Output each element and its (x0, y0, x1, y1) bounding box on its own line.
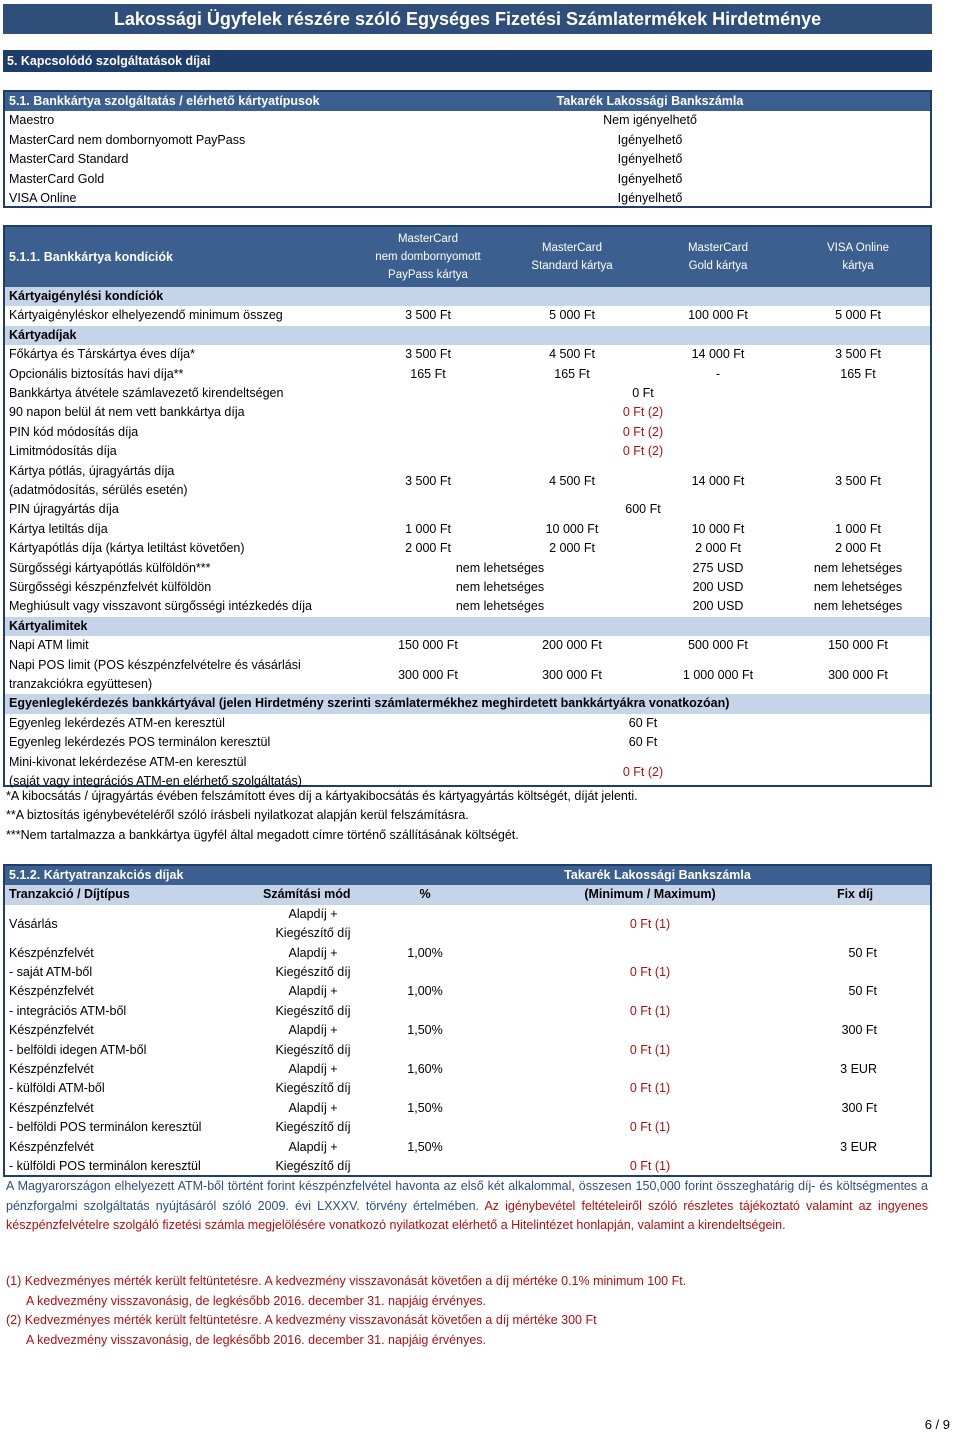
value-cell-merged: 0 Ft (2) (622, 764, 664, 779)
value-cell: 165 Ft (840, 366, 876, 381)
table-row (5, 150, 930, 169)
value-cell: 275 USD (692, 560, 744, 575)
value-cell: 4 500 Ft (549, 473, 595, 488)
transaction-name: Vásárlás (9, 916, 58, 931)
info-paragraph-part2: Az igénybevétel feltételeiről szóló részletes tájékoztató valamint az ingyenes készpénzfelvételre szolgáló fizetési számla megjelölésére vonatkozó nyilatkozat elérhető a Hitelintézet honlapján, valamint a kirendeltségein. (6, 1198, 929, 1233)
row-label: Főkártya és Társkártya éves díja* (9, 347, 195, 362)
value-cell: 1 000 Ft (405, 521, 451, 536)
table-row (5, 500, 930, 519)
calc-method-line: Kiegészítő díj (275, 1081, 351, 1096)
col-header-paypass (358, 230, 498, 284)
percent-value: 1,50% (407, 1100, 443, 1115)
table-row (5, 559, 930, 578)
info-paragraph (6, 1177, 928, 1236)
row-label-line: tranzakciókra együttesen) (9, 677, 153, 691)
percent-value: 1,50% (407, 1139, 443, 1154)
row-label: Sürgősségi kártyapótlás külföldön*** (9, 560, 211, 575)
minmax-value: 0 Ft (1) (629, 964, 671, 979)
category-label: Kártyadíjak (9, 327, 77, 342)
col-header-visa (788, 239, 928, 275)
row-label: Meghiúsult vagy visszavont sürgősségi intézkedés díja (9, 599, 312, 614)
value-cell: 200 USD (692, 599, 744, 614)
table-row (5, 733, 930, 752)
row-label (9, 656, 359, 695)
card-conditions-table (3, 225, 932, 787)
row-label-line: Napi POS limit (POS készpénzfelvételre és vásárlási (9, 657, 301, 672)
col-header-line: Standard kártya (531, 260, 613, 272)
percent-value: 1,60% (407, 1061, 443, 1076)
col-header-minmax: (Minimum / Maximum) (584, 887, 716, 902)
table-row (5, 189, 930, 208)
col-header-gold (648, 239, 788, 275)
card-type-availability: Nem igényelhető (603, 113, 697, 128)
card-type-availability: Igényelhető (617, 171, 683, 186)
calc-method-line: Kiegészítő díj (275, 965, 351, 979)
transaction-name (9, 1060, 259, 1099)
minmax-value: 0 Ft (1) (629, 1042, 671, 1057)
table-row (5, 1099, 930, 1138)
footnote-1: (1) Kedvezményes mérték került feltüntetésre. A kedvezmény visszavonását követően a díj mértéke 0.1% minimum 100 Ft. (6, 1274, 687, 1288)
fix-value: 50 Ft (848, 984, 877, 999)
value-cell: 100 000 Ft (688, 308, 748, 323)
minmax-value: 0 Ft (1) (629, 1158, 671, 1173)
table-row (5, 520, 930, 539)
transaction-name (9, 944, 259, 983)
card-conditions-title: 5.1.1. Bankkártya kondíciók (9, 250, 173, 264)
value-cell: nem lehetséges (813, 599, 903, 614)
minmax-value: 0 Ft (1) (629, 1120, 671, 1135)
calc-method-line: Kiegészítő díj (275, 1120, 351, 1135)
row-label: Limitmódosítás díja (9, 444, 117, 459)
category-row (5, 694, 930, 713)
value-cell: 10 000 Ft (691, 521, 745, 536)
table-row (5, 1060, 930, 1099)
calc-method (263, 1060, 363, 1099)
row-label: Kártya letiltás díja (9, 521, 108, 536)
calc-method (263, 1021, 363, 1060)
card-type-name: Maestro (9, 113, 55, 128)
fix-value: 3 EUR (840, 1061, 877, 1076)
calc-method-line: Kiegészítő díj (275, 926, 351, 941)
table-row (5, 982, 930, 1021)
card-type-availability: Igényelhető (617, 132, 683, 147)
category-label: Kártyaigénylési kondíciók (9, 289, 164, 303)
table-row (5, 539, 930, 558)
row-label-line: Kártya pótlás, újragyártás díja (9, 463, 175, 478)
table-row (5, 384, 930, 403)
value-cell: 200 000 Ft (542, 638, 602, 653)
card-types-header (5, 92, 930, 111)
col-header-percent: % (419, 887, 431, 902)
fix-value: 300 Ft (841, 1023, 877, 1038)
col-header-transaction: Tranzakció / Díjtípus (9, 887, 130, 902)
value-cell: 5 000 Ft (549, 308, 595, 323)
fix-value: 50 Ft (848, 945, 877, 960)
value-cell-merged: 0 Ft (2) (622, 444, 664, 459)
table-row (5, 345, 930, 364)
value-cell: 3 500 Ft (405, 473, 451, 488)
transaction-name-line: - külföldi POS terminálon keresztül (9, 1159, 201, 1173)
card-types-header-left: 5.1. Bankkártya szolgáltatás / elérhető kártyatípusok (9, 94, 320, 108)
value-cell: 165 Ft (554, 366, 590, 381)
row-label: 90 napon belül át nem vett bankkártya díja (9, 405, 245, 420)
row-label: Sürgősségi készpénzfelvét külföldön (9, 580, 212, 594)
row-label (9, 462, 359, 501)
card-type-availability: Igényelhető (617, 191, 683, 205)
col-header-line: Gold kártya (688, 260, 748, 272)
card-type-availability: Igényelhető (617, 152, 683, 167)
card-type-name: VISA Online (9, 191, 77, 205)
category-label: Kártyalimitek (9, 618, 88, 633)
value-cell-merged: 0 Ft (2) (622, 405, 664, 420)
row-label: Egyenleg lekérdezés POS terminálon keresztül (9, 735, 271, 750)
value-cell: 5 000 Ft (835, 308, 881, 323)
calc-method (263, 944, 363, 983)
table-row (5, 597, 930, 616)
percent-value: 1,50% (407, 1023, 443, 1038)
card-types-table (3, 90, 932, 208)
calc-method-line: Alapdíj + (288, 1061, 338, 1076)
page-title: Lakossági Ügyfelek részére szóló Egységes Fizetési Számlatermékek Hirdetménye (3, 4, 932, 34)
category-row (5, 287, 930, 306)
calc-method (263, 905, 363, 944)
value-cell: 1 000 Ft (835, 521, 881, 536)
row-label (9, 753, 359, 792)
value-cell: 200 USD (692, 580, 744, 594)
calc-method-line: Kiegészítő díj (275, 1042, 351, 1057)
note-line: ***Nem tartalmazza a bankkártya ügyfél által megadott címre történő szállításának költségét. (6, 828, 519, 842)
value-cell-merged: 0 Ft (632, 386, 654, 400)
transaction-name (9, 1138, 259, 1177)
row-label: Kártyaigényléskor elhelyezendő minimum összeg (9, 308, 283, 323)
table-row (5, 578, 930, 597)
row-label: Kártyapótlás díja (kártya letiltást követően) (9, 541, 245, 556)
value-cell: 300 000 Ft (398, 667, 458, 682)
transaction-name-line: - külföldi ATM-ből (9, 1081, 105, 1096)
table-row (5, 442, 930, 461)
col-header-line: MasterCard (687, 242, 749, 254)
calc-method-line: Alapdíj + (288, 906, 338, 921)
transaction-name-line: Készpénzfelvét (9, 1061, 94, 1076)
table-row (5, 111, 930, 130)
table-row (5, 306, 930, 325)
table-row (5, 714, 930, 733)
value-cell: 500 000 Ft (688, 638, 748, 653)
transaction-name-line: Készpénzfelvét (9, 1139, 94, 1154)
value-cell: 165 Ft (410, 366, 446, 381)
table-row (5, 636, 930, 655)
transaction-name-line: Készpénzfelvét (9, 984, 94, 999)
category-row (5, 617, 930, 636)
row-label-line: Mini-kivonat lekérdezése ATM-en keresztül (9, 754, 247, 769)
value-cell: 150 000 Ft (828, 638, 888, 653)
transaction-fees-header (5, 866, 930, 885)
minmax-value: 0 Ft (1) (629, 1081, 671, 1096)
transaction-fees-title: 5.1.2. Kártyatranzakciós díjak (9, 868, 184, 882)
calc-method-line: Alapdíj + (288, 1023, 338, 1038)
transaction-name (9, 1099, 259, 1138)
calc-method-line: Kiegészítő díj (275, 1159, 351, 1173)
table-row (5, 753, 930, 792)
col-header-method: Számítási mód (263, 887, 351, 902)
transaction-name-line: Készpénzfelvét (9, 1023, 94, 1038)
note-line: *A kibocsátás / újragyártás évében felszámított éves díj a kártyakibocsátás és kártyagyártás költségét, díját jelenti. (6, 789, 638, 803)
minmax-value: 0 Ft (1) (629, 916, 671, 931)
value-cell: 2 000 Ft (835, 541, 881, 556)
table-row (5, 656, 930, 695)
col-header-standard (502, 239, 642, 275)
card-type-name: MasterCard nem dombornyomott PayPass (9, 132, 246, 147)
value-cell: nem lehetséges (455, 580, 545, 594)
value-cell: 150 000 Ft (398, 638, 458, 653)
calc-method-line: Alapdíj + (288, 1100, 338, 1115)
col-header-line: VISA Online (826, 242, 889, 254)
value-cell: 3 500 Ft (835, 347, 881, 362)
calc-method (263, 982, 363, 1021)
value-cell-merged: 60 Ft (628, 735, 658, 750)
table-row (5, 365, 930, 384)
transaction-name-line: Készpénzfelvét (9, 1100, 94, 1115)
section-title: 5. Kapcsolódó szolgáltatások díjai (3, 50, 932, 72)
calc-method-line: Alapdíj + (288, 1139, 338, 1154)
row-label-line: (adatmódosítás, sérülés esetén) (9, 483, 188, 497)
note-line: **A biztosítás igénybevételéről szóló írásbeli nyilatkozat alapján kerül felszámításra. (6, 808, 469, 822)
value-cell: nem lehetséges (455, 560, 545, 575)
calc-method-line: Kiegészítő díj (275, 1003, 351, 1018)
value-cell: 10 000 Ft (545, 521, 599, 536)
col-header-fix: Fix díj (836, 887, 874, 902)
table-row (5, 170, 930, 189)
transaction-name (9, 1021, 259, 1060)
value-cell-merged: 60 Ft (628, 715, 658, 730)
row-label: Egyenleg lekérdezés ATM-en keresztül (9, 715, 225, 730)
value-cell: 3 500 Ft (405, 347, 451, 362)
card-conditions-header (5, 227, 930, 287)
card-type-name: MasterCard Gold (9, 171, 105, 186)
value-cell: 2 000 Ft (549, 541, 595, 556)
footnote-2-validity: A kedvezmény visszavonásig, de legkésőbb 2016. december 31. napjáig érvényes. (26, 1333, 487, 1347)
info-paragraph-part1: A Magyarországon elhelyezett ATM-ből történt forint készpénzfelvétel havonta az első két alkalommal, összesen 150,000 forint összeghatárig díj- és költségmentes a pénzforgalmi szolgáltatás nyújtásáról szóló 2009. évi LXXXV. törvény értelmében. (6, 1179, 928, 1213)
transaction-fees-table (3, 864, 932, 1177)
transaction-fees-account: Takarék Lakossági Bankszámla (564, 868, 751, 882)
table-row (5, 403, 930, 422)
row-label: Bankkártya átvétele számlavezető kirendeltségen (9, 386, 284, 400)
table-row (5, 462, 930, 501)
value-cell: 14 000 Ft (691, 347, 745, 362)
column-header-row (5, 885, 930, 904)
col-header-line: MasterCard (397, 233, 459, 245)
footnote-1-validity: A kedvezmény visszavonásig, de legkésőbb 2016. december 31. napjáig érvényes. (26, 1294, 487, 1308)
category-label: Egyenleglekérdezés bankkártyával (jelen Hirdetmény szerinti számlatermékhez meghirdetett bankkártyákra vonatkozóan) (9, 696, 730, 711)
col-header-line: kártya (842, 260, 874, 272)
transaction-name-line: - belföldi idegen ATM-ből (9, 1042, 147, 1057)
value-cell: 14 000 Ft (691, 473, 745, 488)
transaction-name-line: - belföldi POS terminálon keresztül (9, 1120, 202, 1135)
value-cell: 1 000 000 Ft (682, 667, 754, 682)
value-cell: nem lehetséges (813, 580, 903, 594)
value-cell: 2 000 Ft (405, 541, 451, 556)
table-row (5, 1021, 930, 1060)
row-label: PIN kód módosítás díja (9, 424, 139, 439)
value-cell: 300 000 Ft (828, 667, 888, 682)
minmax-value: 0 Ft (1) (629, 1003, 671, 1018)
calc-method-line: Alapdíj + (288, 945, 338, 960)
card-type-name: MasterCard Standard (9, 152, 129, 167)
fix-value: 3 EUR (840, 1139, 877, 1154)
row-label: Napi ATM limit (9, 638, 89, 653)
calc-method-line: Alapdíj + (288, 984, 338, 999)
value-cell: nem lehetséges (813, 560, 903, 575)
table-row (5, 131, 930, 150)
percent-value: 1,00% (407, 945, 443, 960)
table-row (5, 1138, 930, 1177)
value-cell-merged: 600 Ft (625, 502, 661, 517)
transaction-name-line: Készpénzfelvét (9, 945, 94, 960)
value-cell-merged: 0 Ft (2) (622, 424, 664, 439)
card-types-header-right: Takarék Lakossági Bankszámla (556, 94, 744, 108)
calc-method (263, 1138, 363, 1177)
col-header-line: MasterCard (541, 242, 603, 254)
category-row (5, 326, 930, 345)
value-cell: 2 000 Ft (695, 541, 741, 556)
value-cell: nem lehetséges (455, 599, 545, 614)
table-row (5, 423, 930, 442)
transaction-name-line: - integrációs ATM-ből (9, 1003, 127, 1018)
footnote-2: (2) Kedvezményes mérték került feltüntetésre. A kedvezmény visszavonását követően a díj mértéke 300 Ft (6, 1313, 597, 1327)
value-cell: 300 000 Ft (542, 667, 602, 682)
col-header-line: nem dombornyomott (375, 251, 481, 263)
col-header-line: PayPass kártya (388, 269, 468, 281)
value-cell: 3 500 Ft (405, 308, 451, 323)
value-cell: 3 500 Ft (835, 473, 881, 488)
row-label: PIN újragyártás díja (9, 502, 119, 517)
transaction-name-line: - saját ATM-ből (9, 965, 93, 979)
percent-value: 1,00% (407, 984, 443, 999)
value-cell: - (715, 366, 721, 381)
fix-value: 300 Ft (841, 1100, 877, 1115)
table-row (5, 905, 930, 944)
table-row (5, 944, 930, 983)
value-cell: 4 500 Ft (549, 347, 595, 362)
page-number: 6 / 9 (924, 1417, 950, 1432)
calc-method (263, 1099, 363, 1138)
row-label-line: (saját vagy integrációs ATM-en elérhető szolgáltatás) (9, 774, 302, 788)
transaction-name (9, 982, 259, 1021)
row-label: Opcionális biztosítás havi díja** (9, 366, 184, 381)
